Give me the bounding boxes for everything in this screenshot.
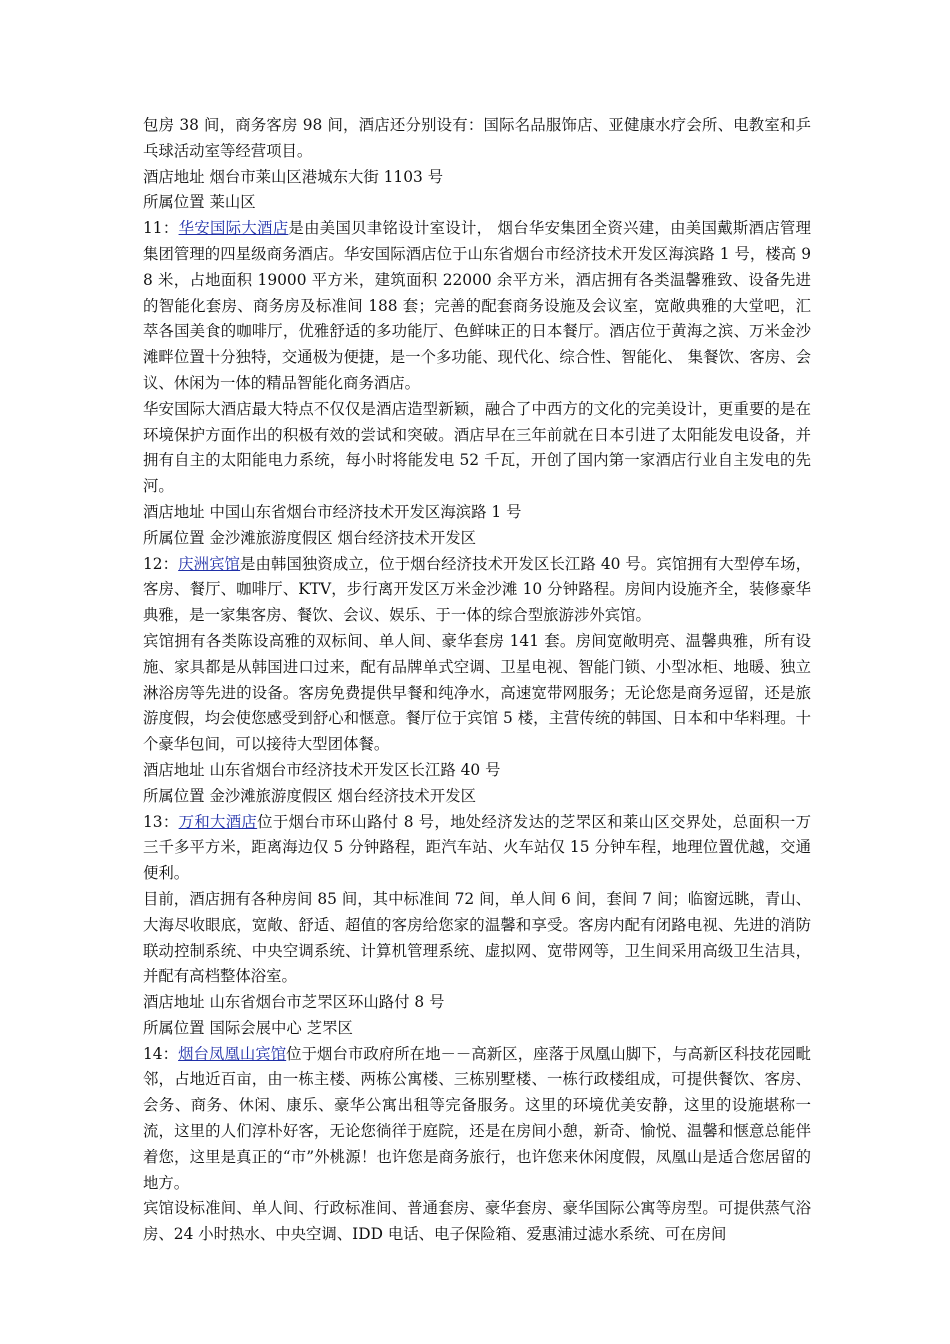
paragraph: 宾馆设标准间、单人间、行政标准间、普通套房、豪华套房、豪华国际公寓等房型。可提供蒸气浴房、24 小时热水、中央空调、IDD 电话、电子保险箱、爱惠浦过滤水系统、可在房间 bbox=[143, 1199, 811, 1244]
hotel-location: 所属位置 金沙滩旅游度假区 烟台经济技术开发区 bbox=[143, 528, 476, 547]
hotel-location: 所属位置 莱山区 bbox=[143, 193, 256, 212]
hotel-entry-12: 12：庆洲宾馆是由韩国独资成立，位于烟台经济技术开发区长江路 40 号。宾馆拥有大型停车场，客房、餐厅、咖啡厅、KTV，步行离开发区万米金沙滩 10 分钟路程。房间内设施齐全，装修豪华典雅，是一家集客房、餐饮、会议、娱乐、于一体的综合型旅游涉外宾馆。 bbox=[143, 554, 811, 625]
hotel-address: 酒店地址 山东省烟台市芝罘区环山路付 8 号 bbox=[143, 993, 445, 1012]
hotel-link-fenghuangshan[interactable]: 烟台凤凰山宾馆 bbox=[178, 1044, 287, 1063]
hotel-link-wanhe[interactable]: 万和大酒店 bbox=[178, 812, 258, 831]
hotel-entry-14: 14：烟台凤凰山宾馆位于烟台市政府所在地－－高新区，座落于凤凰山脚下，与高新区科技花园毗邻，占地近百亩，由一栋主楼、两栋公寓楼、三栋别墅楼、一栋行政楼组成，可提供餐饮、客房、会务、商务、休闲、康乐、豪华公寓出租等完备服务。这里的环境优美安静，这里的设施堪称一流，这里的人们淳朴好客，无论您徜徉于庭院，还是在房间小憩，新奇、愉悦、温馨和惬意总能伴着您，这里是真正的“市”外桃源！也许您是商务旅行，也许您来休闲度假，凤凰山是适合您居留的地方。 bbox=[143, 1044, 811, 1192]
document-body bbox=[143, 113, 811, 1248]
paragraph: 宾馆拥有各类陈设高雅的双标间、单人间、豪华套房 141 套。房间宽敞明亮、温馨典雅，所有设施、家具都是从韩国进口过来，配有品牌单式空调、卫星电视、智能门锁、小型冰柜、地暖、独立淋浴房等先进的设备。客房免费提供早餐和纯净水，高速宽带网服务；无论您是商务逗留，还是旅游度假，均会使您感受到舒心和惬意。餐厅位于宾馆 5 楼，主营传统的韩国、日本和中华料理。十个豪华包间，可以接待大型团体餐。 bbox=[143, 631, 811, 754]
hotel-location: 所属位置 金沙滩旅游度假区 烟台经济技术开发区 bbox=[143, 786, 476, 805]
paragraph: 华安国际大酒店最大特点不仅仅是酒店造型新颖，融合了中西方的文化的完美设计，更重要的是在环境保护方面作出的积极有效的尝试和突破。酒店早在三年前就在日本引进了太阳能发电设备，并拥有自主的太阳能电力系统，每小时将能发电 52 千瓦，开创了国内第一家酒店行业自主发电的先河。 bbox=[143, 399, 811, 496]
hotel-entry-13: 13：万和大酒店位于烟台市环山路付 8 号，地处经济发达的芝罘区和莱山区交界处，总面积一万三千多平方米，距离海边仅 5 分钟路程，距汽车站、火车站仅 15 分钟车程，地理位置优越，交通便利。 bbox=[143, 812, 811, 883]
hotel-address: 酒店地址 山东省烟台市经济技术开发区长江路 40 号 bbox=[143, 760, 501, 779]
hotel-entry-11: 11：华安国际大酒店是由美国贝聿铭设计室设计， 烟台华安集团全资兴建，由美国戴斯酒店管理集团管理的四星级商务酒店。华安国际酒店位于山东省烟台市经济技术开发区海滨路 1 号，楼高 98 米，占地面积 19000 平方米，建筑面积 22000 余平方米，酒店拥有各类温馨雅致、设备先进的智能化套房、商务房及标准间 188 套；完善的配套商务设施及会议室，宽敞典雅的大堂吧，汇萃各国美食的咖啡厅，优雅舒适的多功能厅、色鲜味正的日本餐厅。酒店位于黄海之滨、万米金沙滩畔位置十分独特，交通极为便捷，是一个多功能、现代化、综合性、智能化、 集餐饮、客房、会议、休闲为一体的精品智能化商务酒店。 bbox=[143, 219, 811, 392]
paragraph: 包房 38 间，商务客房 98 间，酒店还分别设有：国际名品服饰店、亚健康水疗会所、电教室和乒乓球活动室等经营项目。 bbox=[143, 116, 811, 160]
hotel-location: 所属位置 国际会展中心 芝罘区 bbox=[143, 1018, 353, 1037]
hotel-address: 酒店地址 中国山东省烟台市经济技术开发区海滨路 1 号 bbox=[143, 502, 522, 521]
hotel-address: 酒店地址 烟台市莱山区港城东大街 1103 号 bbox=[143, 167, 444, 186]
hotel-link-qingzhou[interactable]: 庆洲宾馆 bbox=[178, 554, 241, 573]
paragraph: 目前，酒店拥有各种房间 85 间，其中标准间 72 间，单人间 6 间，套间 7 间；临窗远眺，青山、大海尽收眼底，宽敞、舒适、超值的客房给您家的温馨和享受。客房内配有闭路电视、先进的消防联动控制系统、中央空调系统、计算机管理系统、虚拟网、宽带网等，卫生间采用高级卫生洁具，并配有高档整体浴室。 bbox=[143, 889, 811, 986]
hotel-link-huaan[interactable]: 华安国际大酒店 bbox=[178, 219, 289, 238]
